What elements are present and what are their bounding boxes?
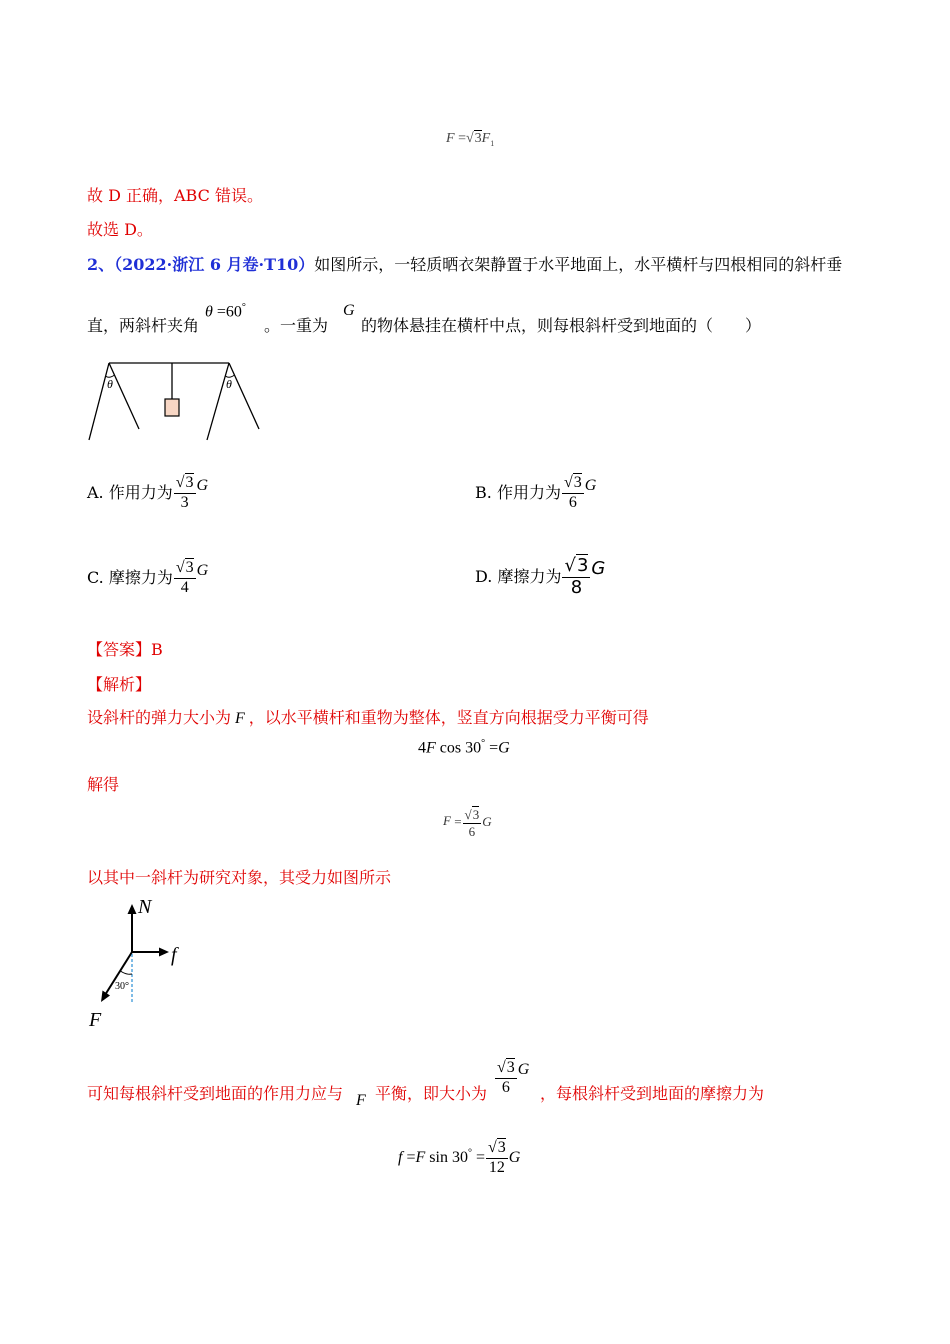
option-letter: C. [87,567,104,587]
question-text-2b: 。一重为 [264,316,329,335]
line3-denominator: 6 [501,1078,510,1096]
question-line-2b [264,316,328,336]
top-formula [446,131,494,148]
sqrt-symbol: √3 [465,131,482,146]
analysis-text-1b: ，以水平横杆和重物为整体，竖直方向根据受力平衡可得 [248,708,649,727]
option-d[interactable] [475,557,605,598]
option-text: 作用力为 [108,482,173,502]
analysis-line-3-fraction [494,1060,529,1097]
left-leg-outer [89,363,109,440]
option-var: G [584,476,597,494]
question-source: （2022·浙江 6 月卷·T10） [114,255,315,274]
option-letter: D. [475,566,493,586]
option-a[interactable] [87,475,208,512]
eq2-denominator: 6 [468,823,476,839]
solve-label: 解得 [87,775,120,794]
eq1-coef: 4 [418,739,426,757]
eq1-eq: = [489,739,499,757]
fraction-radicand: 3 [185,474,194,491]
equation-3 [398,1140,520,1177]
analysis-line-3a: 可知每根斜杆受到地面的作用力应与 [87,1084,344,1103]
eq3-angle: 30 [451,1148,468,1166]
fraction-denominator: 8 [570,576,583,598]
angle-arc [121,971,133,974]
eq3-denominator: 12 [488,1158,505,1176]
formula-var: F [481,131,491,146]
conclusion-line-1: 故 D 正确，ABC 错误。 [87,186,263,205]
eq1-degree: ° [481,738,486,749]
eq3-degree: ° [467,1147,472,1159]
theta-value: 60 [225,303,242,321]
line3-var: G [517,1060,530,1078]
theta-formula [205,302,246,321]
analysis-line-3c: ，每根斜杆受到地面的摩擦力为 [540,1084,765,1103]
free-body-diagram [84,894,194,1034]
line3-radicand: 3 [506,1059,515,1076]
analysis-line-3b: 平衡，即大小为 [375,1084,488,1103]
right-leg-outer [207,363,229,440]
eq3-fn: sin [429,1148,448,1166]
label-f: f [171,944,177,966]
eq1-rhs: G [498,739,510,757]
eq2-fraction: $\frac{√3}{6}$ [464,807,480,839]
fraction-denominator: 6 [568,493,577,511]
question-number: 2、 [87,255,115,274]
left-theta-label: θ [107,377,113,391]
eq3-fraction: $\frac{√3}{12}$ [487,1139,506,1176]
theta-degree: ° [241,302,246,313]
option-fraction: $\frac{√3}{4}$ [175,559,194,596]
formula-subscript: 1 [490,138,495,148]
option-b[interactable] [475,475,596,512]
formula-radicand: 3 [474,131,482,146]
eq2-rhs: G [482,814,492,830]
theta-eq: = [216,303,226,321]
right-leg-inner [229,363,259,429]
eq3-lhs: f [398,1148,403,1166]
analysis-var-f-2: F [356,1092,366,1109]
eq3-rhs: G [508,1148,521,1166]
eq3-radicand: 3 [497,1139,506,1156]
analysis-line-1 [87,708,649,729]
eq2-radicand: 3 [472,807,480,822]
fraction-denominator: 3 [180,493,189,511]
question-line-1 [87,255,842,275]
option-c[interactable] [87,560,208,597]
hanging-weight [165,399,179,416]
analysis-var-f: F [235,710,245,727]
eq1-fn: cos [439,739,462,757]
equation-2 [443,808,492,838]
option-fraction: $\frac{√3}{8}$ [564,555,589,598]
question-text-1: 如图所示，一轻质晒衣架静置于水平地面上，水平横杆与四根相同的斜杆垂 [314,255,843,274]
option-text: 摩擦力为 [108,567,173,587]
option-fraction: $\frac{√3}{6}$ [563,474,582,511]
eq3-eq: = [406,1148,416,1166]
label-F: F [89,1009,102,1031]
normal-force-arrowhead [128,904,137,914]
eq2-eq: = [454,814,462,830]
answer-label: 【答案】B [87,640,163,659]
label-n: N [138,896,152,918]
eq2-lhs: F [443,813,451,829]
theta-symbol: θ [205,303,213,321]
conclusion-line-2: 故选 D。 [87,220,153,239]
option-letter: A. [87,482,104,502]
eq1-angle: 30 [465,739,482,757]
rod-force-arrowhead [101,991,110,1003]
question-text-2a: 直，两斜杆夹角 [87,316,200,335]
formula-eq: = [458,131,466,146]
analysis-text-1a: 设斜杆的弹力大小为 [87,708,232,727]
formula-var: F [446,131,455,146]
fraction-denominator: 4 [180,578,189,596]
option-var: G [196,476,209,494]
option-letter: B. [475,482,492,502]
analysis-line-2: 以其中一斜杆为研究对象，其受力如图所示 [87,868,392,887]
option-text: 摩擦力为 [497,566,562,586]
left-leg-inner [109,363,139,429]
question-line-2c [361,316,761,336]
weight-var: G [343,302,355,319]
right-theta-label: θ [226,377,232,391]
eq3-eq2: = [475,1148,485,1166]
drying-rack-figure [84,356,266,444]
option-text: 作用力为 [496,482,561,502]
fraction-radicand: 3 [576,555,589,576]
option-var: G [196,561,209,579]
analysis-label: 【解析】 [87,675,152,694]
question-line-2 [87,316,199,336]
fraction-radicand: 3 [573,474,582,491]
fraction-radicand: 3 [185,559,194,576]
option-var: G [591,557,606,579]
eq3-var: F [415,1148,426,1166]
equation-1 [418,738,510,757]
friction-force-arrowhead [159,948,169,957]
eq1-var: F [426,739,436,757]
line3-fraction: $\frac{√3}{6}$ [497,1059,515,1096]
option-fraction: $\frac{√3}{3}$ [175,474,194,511]
label-angle: 30° [115,981,129,992]
question-text-2c: 的物体悬挂在横杆中点，则每根斜杆受到地面的（ ） [361,316,762,335]
